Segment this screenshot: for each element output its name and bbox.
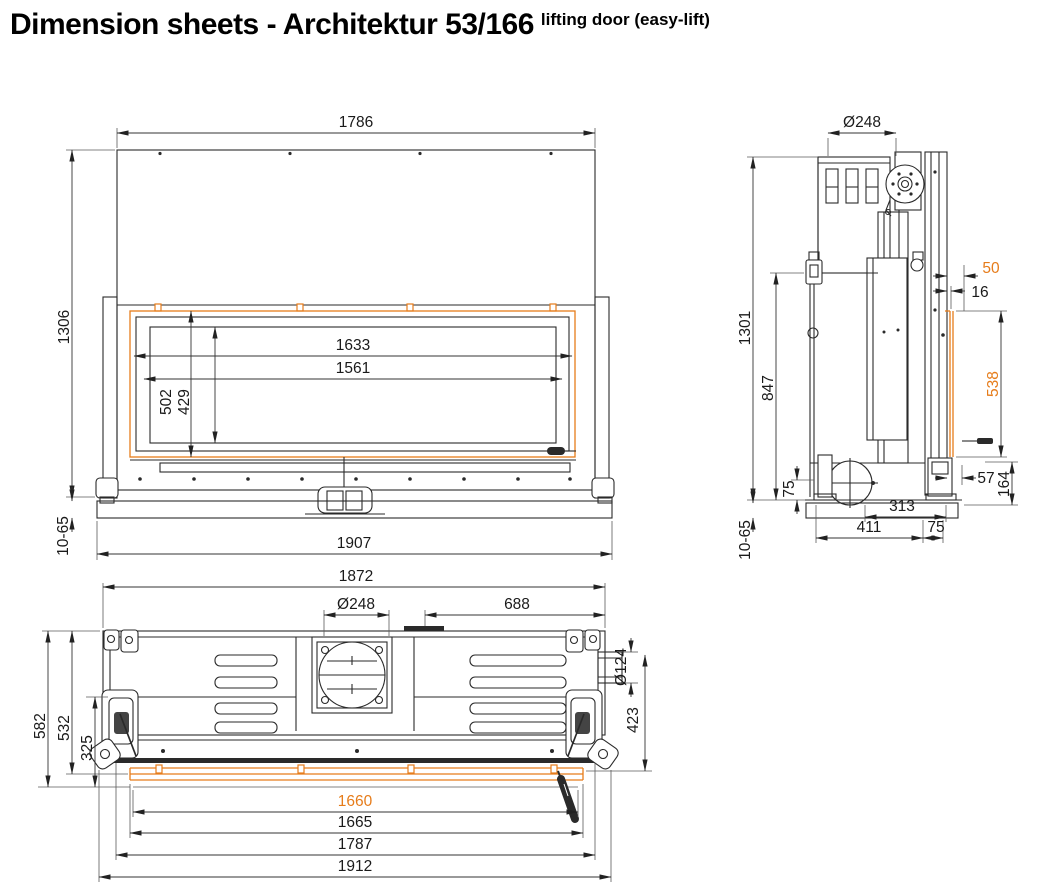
dim-side-flue-diameter: Ø248 [843, 114, 881, 131]
dim-side-floor-gap: 10-65 [737, 520, 754, 560]
dim-side-front-offset: 75 [927, 519, 945, 536]
dim-top-body-width: 1787 [337, 836, 373, 853]
dim-side-glass-height: 538 [985, 371, 1002, 397]
side-convection-box [818, 157, 890, 273]
dim-front-opening-width: 1633 [335, 337, 371, 354]
side-right-foot [926, 458, 956, 500]
front-body [117, 150, 595, 490]
front-centre-latch [305, 457, 385, 514]
front-left-trim [103, 297, 117, 498]
dim-top-overall-depth: 582 [32, 713, 49, 739]
front-right-trim [595, 297, 609, 498]
top-front-edge [106, 758, 606, 763]
wall-screw [962, 438, 993, 444]
top-body [103, 631, 605, 735]
front-door-frame [130, 311, 575, 457]
top-view [32, 568, 652, 882]
page-title-suffix: lifting door (easy-lift) [540, 10, 710, 29]
side-vent-slots [826, 169, 878, 203]
side-view [737, 114, 1018, 560]
top-front-rivets [161, 749, 554, 753]
dim-front-overall-height: 1306 [56, 309, 73, 345]
front-left-foot [96, 478, 118, 503]
top-vent-slots-right [470, 655, 566, 733]
dim-side-foot-height: 75 [781, 480, 798, 498]
dim-side-firebox-height: 847 [760, 375, 777, 401]
front-view [55, 114, 614, 560]
front-fascia-rivets [138, 477, 572, 481]
dim-front-top-width: 1786 [338, 114, 374, 131]
dim-side-body-depth: 411 [856, 519, 882, 536]
dim-top-outlet-diameter: Ø124 [613, 648, 630, 686]
dim-top-overall-width: 1872 [338, 568, 374, 585]
dim-top-seal-width: 1660 [337, 793, 373, 810]
front-right-foot [592, 478, 614, 503]
side-mid-roller [911, 259, 923, 271]
page-title-main: Dimension sheets - Architektur 53/166 [10, 8, 534, 41]
dim-top-body-depth: 532 [56, 715, 73, 741]
dim-top-door-width: 1665 [337, 814, 373, 831]
top-rear-tab [404, 626, 444, 631]
pulley-wheel [886, 152, 924, 210]
front-top-rivets [158, 152, 552, 155]
dim-top-right-depth: 423 [625, 707, 642, 733]
door-handle [547, 447, 565, 455]
dim-top-front-depth: 325 [79, 735, 96, 761]
dim-side-frame-offset: 16 [971, 284, 989, 301]
dim-side-flue-center-depth: 313 [889, 498, 915, 515]
dim-front-opening-height: 502 [158, 389, 175, 415]
dim-front-base-width: 1907 [336, 535, 372, 552]
front-lintel [160, 463, 570, 472]
top-vent-slots-left [215, 655, 277, 733]
top-door-seal-orange [130, 765, 583, 787]
flue-collar [312, 637, 392, 713]
side-door-frame [925, 152, 947, 495]
dim-front-floor-gap: 10-65 [55, 516, 72, 556]
dim-top-flue-offset-right: 688 [504, 596, 530, 613]
dim-top-base-width: 1912 [337, 858, 373, 875]
dim-front-glass-width: 1561 [335, 360, 371, 377]
dim-side-handle-offset: 57 [977, 470, 995, 487]
dim-top-flue-diameter: Ø248 [337, 596, 375, 613]
dim-side-plinth-height: 164 [996, 471, 1013, 497]
dim-side-overall-height: 1301 [737, 310, 754, 346]
dim-side-glass-offset: 50 [982, 260, 1000, 277]
side-plinth [806, 503, 958, 518]
top-corner-tabs [104, 630, 600, 652]
dim-front-glass-height: 429 [176, 389, 193, 415]
